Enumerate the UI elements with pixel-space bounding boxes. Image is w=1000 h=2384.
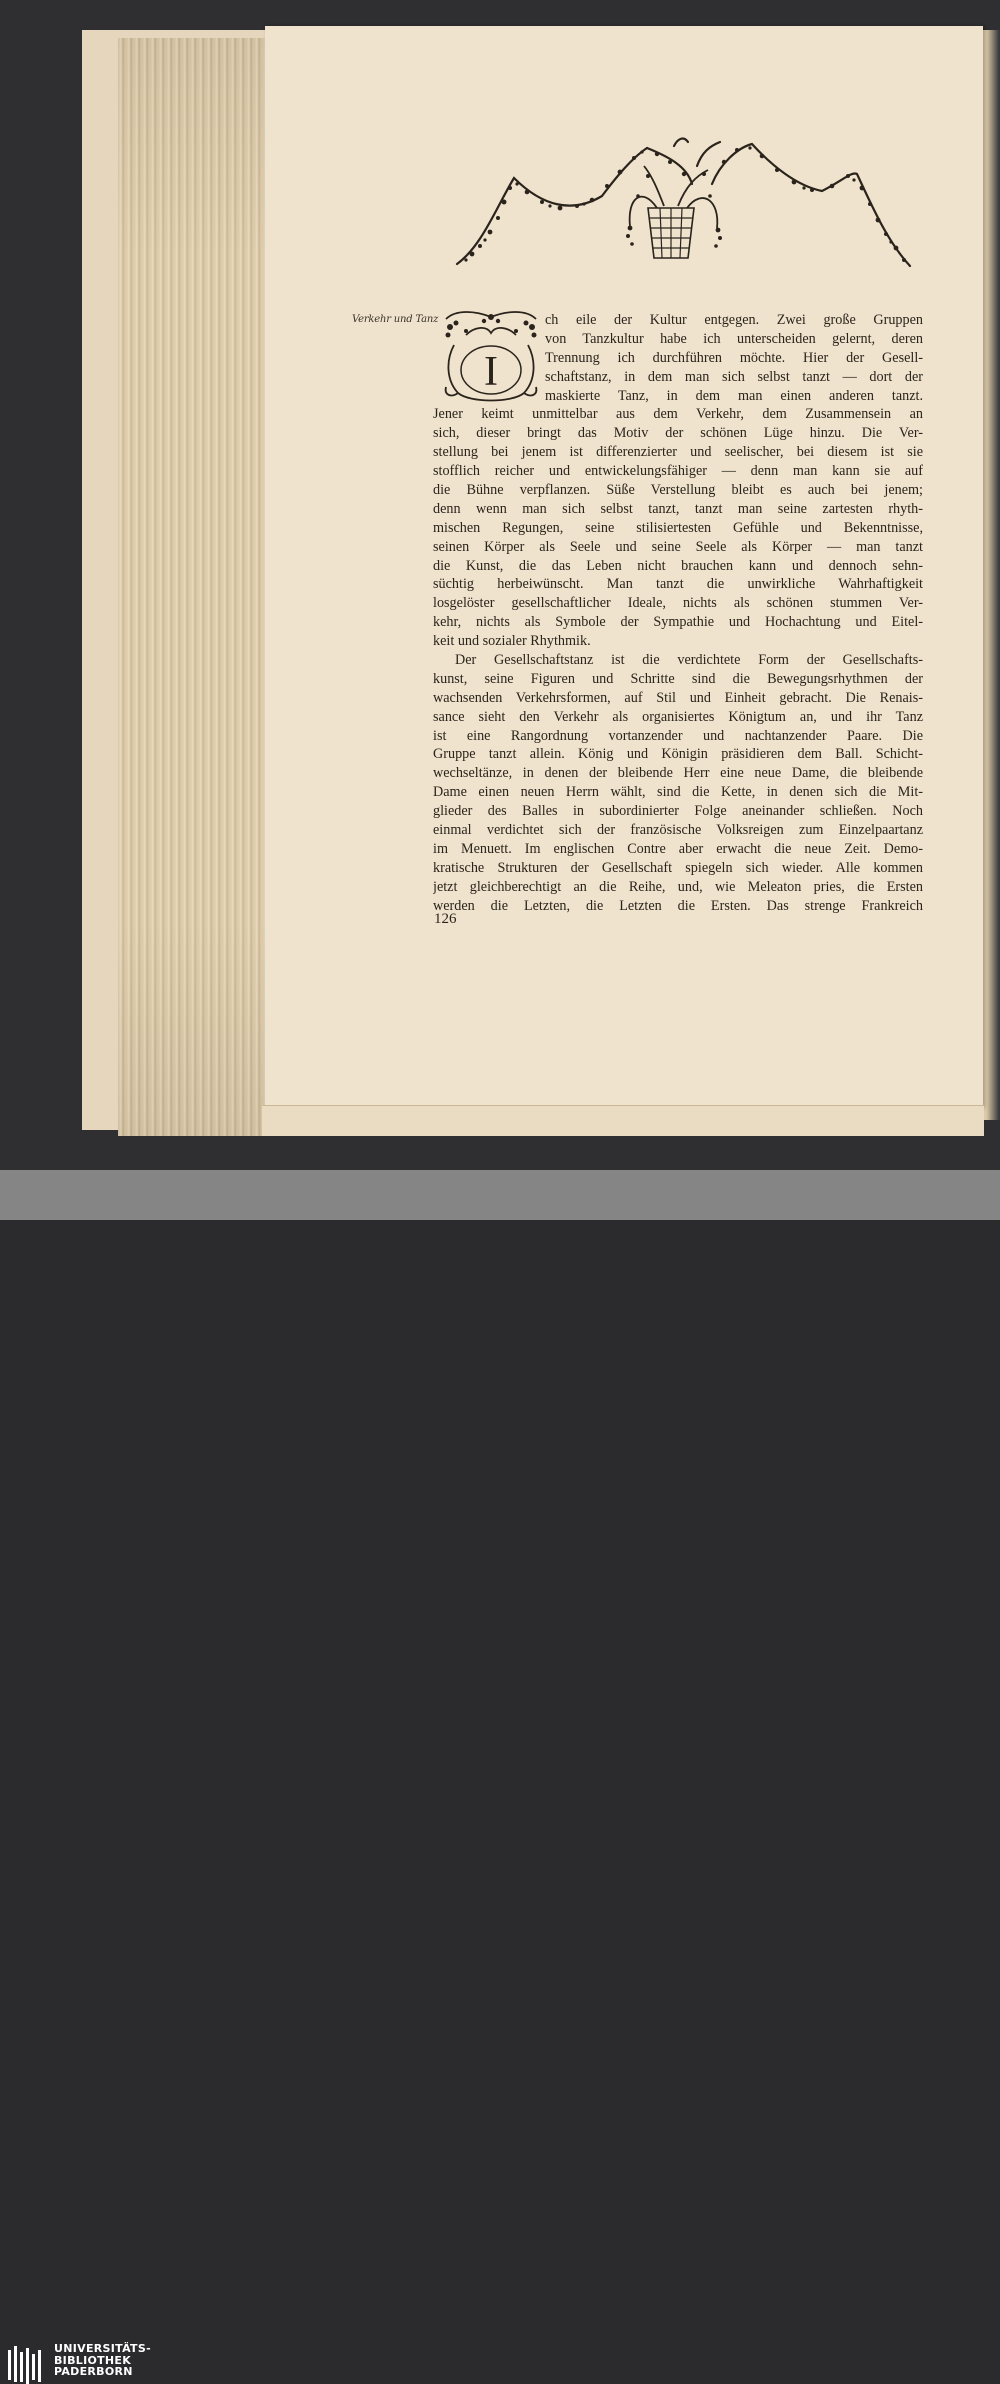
footer-bar [0,1170,1000,2378]
text-line: sich, dieser bringt das Motiv der schönen Lüge hinzu. Die Ver- [433,425,923,442]
text-line: die Bühne verpflanzen. Süße Verstellung bleibt es auch bei jenem; [433,482,923,499]
text-line: stellung bei jenem ist differenzierter und seelischer, bei diesem ist sie [433,444,923,461]
margin-note: Verkehr und Tanz [352,314,439,325]
text-line: kehr, nichts als Symbole der Sympathie und Hochachtung und Eitel- [433,614,923,631]
garland-ornament-icon [452,136,914,276]
text-line: denn wenn man sich selbst tanzt, tanzt man seine zartesten rhyth- [433,500,923,517]
text-line: im Menuett. Im englischen Contre aber erwacht die neue Zeit. Demo- [433,840,923,857]
text-line: sance sieht den Verkehr als organisiertes Königtum an, und ihr Tanz [433,708,923,725]
page-number: 126 [434,911,457,927]
scanned-book-image [0,0,1000,1170]
logo-line-1: UNIVERSITÄTS- [54,2342,151,2355]
text-line: Dame einen neuen Herrn wählt, sind die Kette, in denen sich die Mit- [433,784,923,801]
text-line: werden die Letzten, die Letzten die Ersten. Das strenge Frankreich [433,897,923,914]
text-line: seinen Körper als Seele und seine Seele als Körper — man tanzt [433,538,923,555]
page-edges-shadow [118,38,268,1136]
text-line: wachsenden Verkehrsformen, auf Stil und Einheit gebracht. Die Renais- [433,689,923,706]
text-line: einmal verdichtet sich der französische Volksreigen zum Einzelpaartanz [433,822,923,839]
logo-line-2: BIBLIOTHEK [54,2353,132,2367]
library-logo-text [54,2343,151,2378]
library-barcode-logo-icon [6,2346,48,2384]
text-line: mischen Regungen, seine stilisiertesten Gefühle und Bekenntnisse, [433,519,923,536]
text-line: losgelöster gesellschaftlicher Ideale, nichts als schönen stummen Ver- [433,595,923,612]
text-line: ist eine Rangordnung vortanzender und nachtanzender Paare. Die [433,727,923,744]
text-line: maskierte Tanz, in dem man einen anderen tanzt. [545,387,923,404]
text-line: die Kunst, die das Leben nicht brauchen kann und dennoch sehn- [433,557,923,574]
body-text [433,311,923,916]
text-line: von Tanzkultur habe ich unterscheiden gelernt, deren [545,330,923,347]
text-line: wechseltänze, in denen der bleibende Herr eine neue Dame, die bleibende [433,765,923,782]
text-line: Trennung ich durchführen möchte. Hier der Gesell- [545,349,923,366]
text-line: jetzt gleichberechtigt an die Reihe, und, wie Meleaton pries, die Ersten [433,878,923,895]
text-line: glieder des Balles in subordinierter Folge aneinander schließen. Noch [433,803,923,820]
text-line: kratische Strukturen der Gesellschaft spiegeln sich wieder. Alle kommen [433,859,923,876]
text-line: ch eile der Kultur entgegen. Zwei große Gruppen [545,312,923,328]
text-line: kunst, seine Figuren und Schritte sind die Bewegungsrhythmen der [433,670,923,687]
text-line: Jener keimt unmittelbar aus dem Verkehr, dem Zusammensein an [433,406,923,423]
text-line: schaftstanz, in dem man sich selbst tanzt — dort der [545,368,923,385]
drop-cap-letter: I [484,349,498,395]
text-line: keit und sozialer Rhythmik. [433,633,591,650]
logo-line-3: PADERBORN [54,2365,133,2378]
text-line: Der Gesellschaftstanz ist die verdichtete Form der Gesellschafts- [455,652,923,669]
text-line: süchtig herbeiwünscht. Man tanzt die unwirkliche Wahrhaftigkeit [433,576,923,593]
text-line: stofflich reicher und entwickelungsfähiger — denn man kann sie auf [433,463,923,480]
text-line: Gruppe tanzt allein. König und Königin präsidieren dem Ball. Schicht- [433,746,923,763]
page-bottom-edge [262,1105,984,1136]
